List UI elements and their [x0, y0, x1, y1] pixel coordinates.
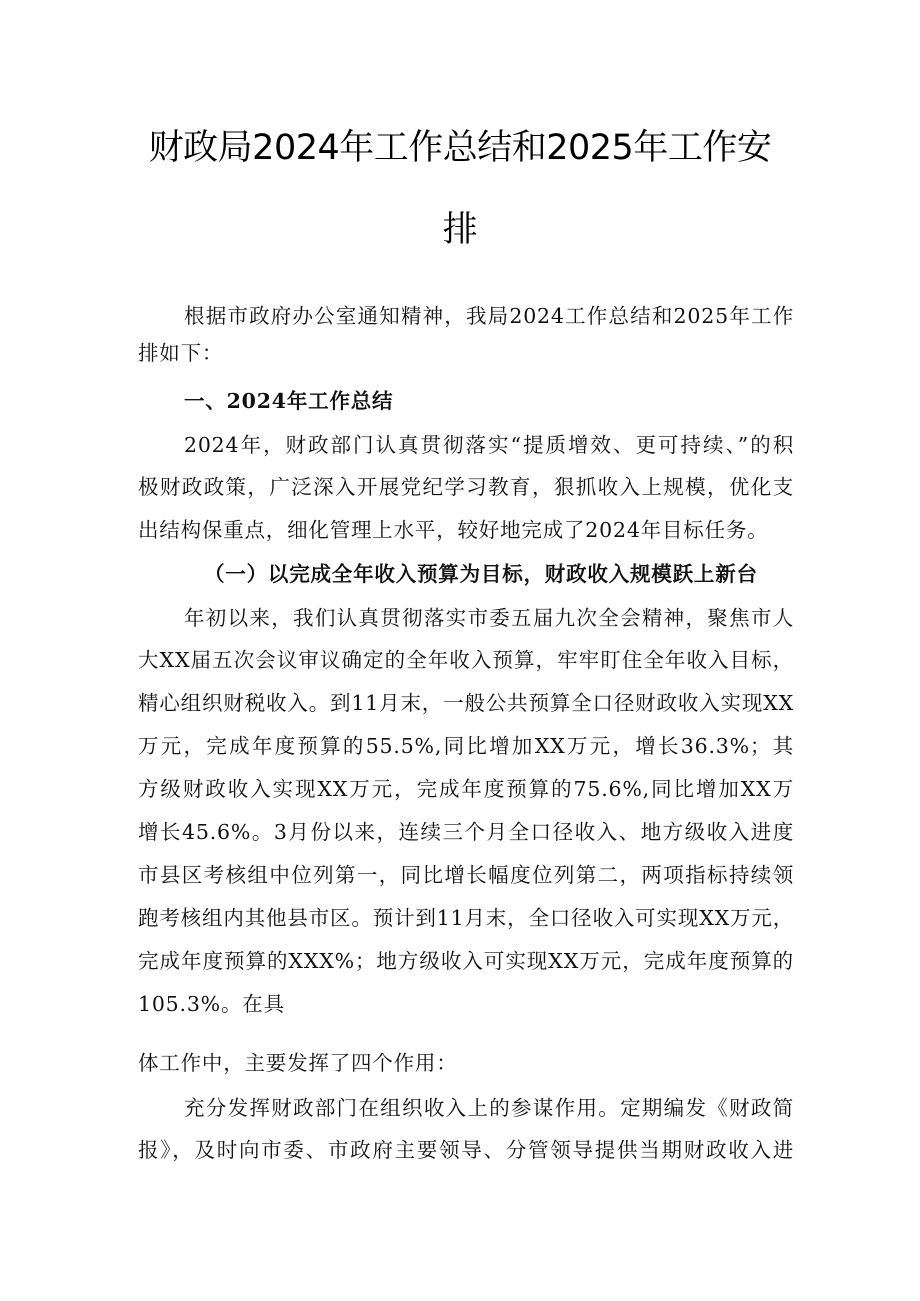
paragraph-line: 体工作中，主要发挥了四个作用：: [138, 1051, 458, 1075]
paragraph-line: 完成年度预算的XXX%；地方级收入可实现XX万元，完成年度预算的: [138, 949, 794, 973]
paragraph-line: 跑考核组内其他县市区。预计到11月末，全口径收入可实现XX万元，: [138, 906, 794, 930]
paragraph-line: 2024年，财政部门认真贯彻落实“提质增效、更可持续、”的积: [184, 433, 794, 457]
paragraph-line: 出结构保重点，细化管理上水平，较好地完成了2024年目标任务。: [138, 518, 769, 542]
paragraph-line: 精心组织财税收入。到11月末，一般公共预算全口径财政收入实现XX: [138, 691, 794, 715]
section-heading: 一、2024年工作总结: [184, 389, 394, 413]
paragraph-line: 大XX届五次会议审议确定的全年收入预算，牢牢盯住全年收入目标，: [138, 648, 794, 672]
paragraph-line: 极财政政策，广泛深入开展党纪学习教育，狠抓收入上规模，优化支: [138, 475, 794, 499]
document-title-line-1: 财政局2024年工作总结和2025年工作安: [148, 128, 772, 168]
paragraph-line: 排如下：: [138, 341, 224, 365]
paragraph-line: 105.3%。在具: [138, 992, 285, 1016]
paragraph-line: 充分发挥财政部门在组织收入上的参谋作用。定期编发《财政简: [184, 1096, 794, 1120]
paragraph-line: 万元，完成年度预算的55.5%,同比增加XX万元，增长36.3%；其: [138, 734, 794, 758]
paragraph-line: 市县区考核组中位列第一，同比增长幅度位列第二，两项指标持续领: [138, 863, 794, 887]
paragraph-line: 报》，及时向市委、市政府主要领导、分管领导提供当期财政收入进: [138, 1138, 794, 1162]
subsection-heading: （一）以完成全年收入预算为目标，财政收入规模跃上新台: [204, 562, 758, 586]
paragraph-line: 年初以来，我们认真贯彻落实市委五届九次全会精神，聚焦市人: [184, 606, 794, 630]
paragraph-line: 增长45.6%。3月份以来，连续三个月全口径收入、地方级收入进度: [138, 820, 794, 844]
document-title-line-2: 排: [442, 210, 478, 250]
paragraph-line: 根据市政府办公室通知精神，我局2024工作总结和2025年工作: [184, 304, 794, 328]
paragraph-line: 方级财政收入实现XX万元，完成年度预算的75.6%,同比增加XX万: [138, 777, 794, 801]
